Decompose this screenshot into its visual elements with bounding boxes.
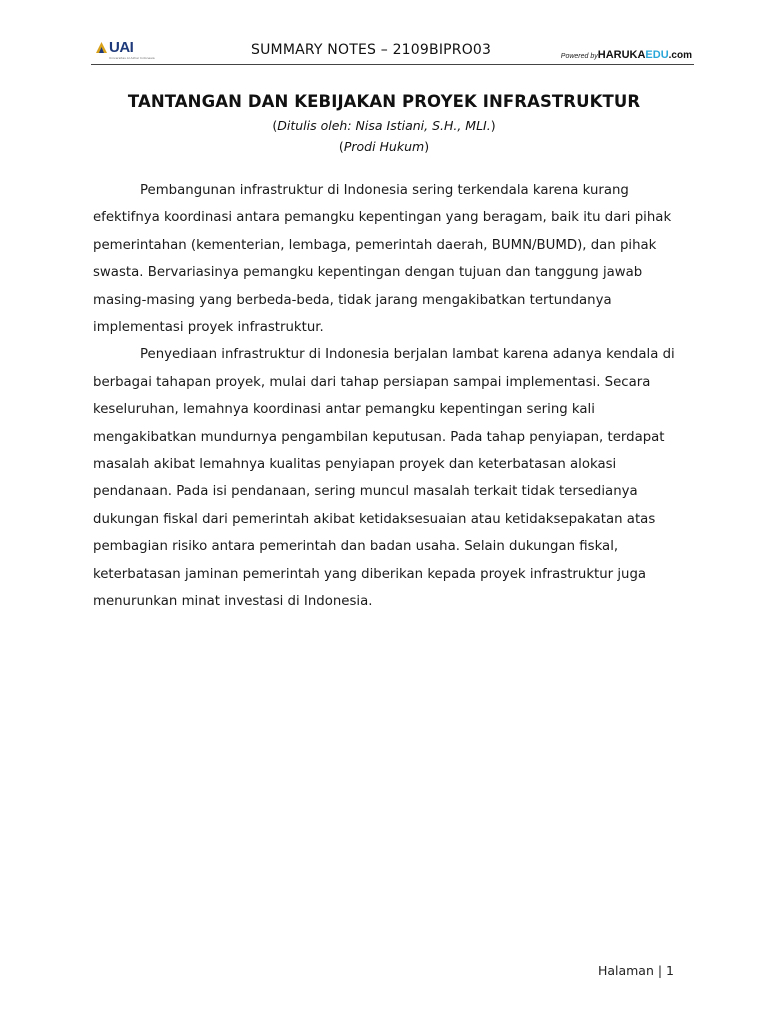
powered-by-harukaedu <box>561 45 692 63</box>
department-name: Prodi Hukum <box>343 139 425 154</box>
page-number: Halaman | 1 <box>597 963 674 978</box>
author-name: Ditulis oleh: Nisa Istiani, S.H., MLI. <box>277 118 491 133</box>
uai-logo-subtext: Universitas Al Azhar Indonesia <box>109 56 155 60</box>
brand-accent: EDU <box>645 49 669 61</box>
header-title: SUMMARY NOTES – 2109BIPRO03 <box>251 42 492 58</box>
brand-main: HARUKA <box>597 49 646 61</box>
powered-by-label: Powered by <box>560 53 598 60</box>
department-line: (Prodi Hukum) <box>338 139 430 154</box>
uai-logo-text: UAI <box>109 39 134 56</box>
document-body <box>93 177 677 616</box>
page-header <box>91 36 694 65</box>
author-line: (Ditulis oleh: Nisa Istiani, S.H., MLI.) <box>272 118 496 133</box>
document-title: TANTANGAN DAN KEBIJAKAN PROYEK INFRASTRUKTUR <box>127 92 641 111</box>
uai-logo <box>96 41 166 61</box>
brand-tld: .com <box>668 50 692 61</box>
paragraph: Penyediaan infrastruktur di Indonesia berjalan lambat karena adanya kendala di berbagai tahapan proyek, mulai dari tahap persiapan sampai implementasi. Secara keseluruhan, lemahnya koordinasi antar pemangku kepentingan sering kali mengakibatkan mundurnya pengambilan keputusan. Pada tahap penyiapan, terdapat masalah akibat lemahnya kualitas penyiapan proyek dan keterbatasan alokasi pendanaan. Pada isi pendanaan, sering muncul masalah terkait tidak tersedianya dukungan fiskal dari pemerintah akibat ketidaksesuaian atau ketidaksepakatan atas pembagian risiko antara pemerintah dan badan usaha. Selain dukungan fiskal, keterbatasan jaminan pemerintah yang diberikan kepada proyek infrastruktur juga menurunkan minat investasi di Indonesia. <box>93 347 675 610</box>
uai-logo-mark-icon <box>96 42 107 53</box>
paragraph: Pembangunan infrastruktur di Indonesia sering terkendala karena kurang efektifnya koordinasi antara pemangku kepentingan yang beragam, baik itu dari pihak pemerintahan (kementerian, lembaga, pemerintah daerah, BUMN/BUMD), dan pihak swasta. Bervariasinya pemangku kepentingan dengan tujuan dan tanggung jawab masing-masing yang berbeda-beda, tidak jarang mengakibatkan tertundanya implementasi proyek infrastruktur. <box>93 183 672 336</box>
